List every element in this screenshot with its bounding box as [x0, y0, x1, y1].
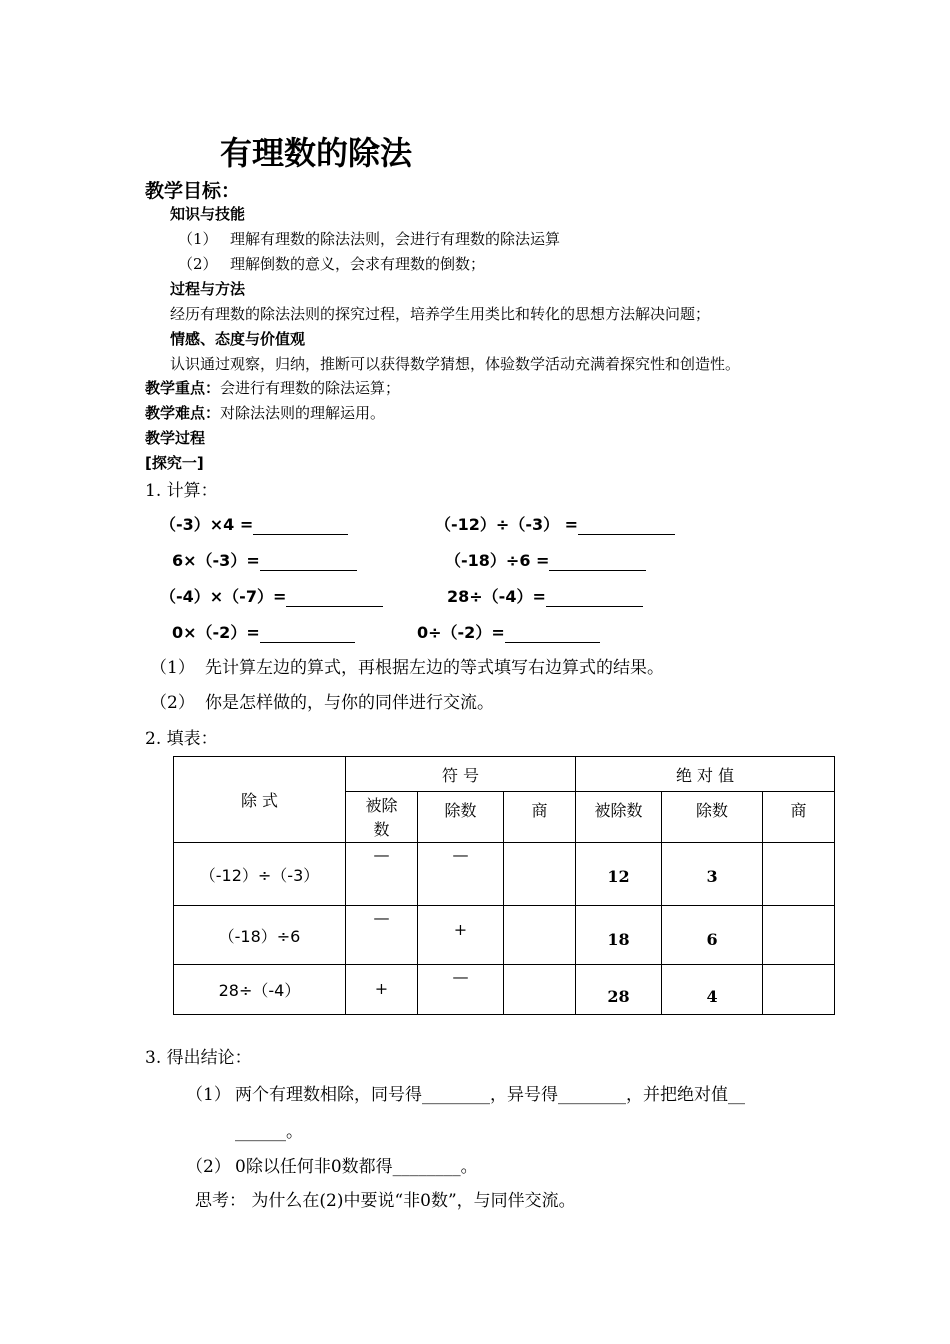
key-point — [145, 377, 400, 398]
header-sign-dividend: 被除 数 — [346, 792, 418, 843]
table-row — [174, 843, 835, 906]
row-abs-dividend[interactable]: 12 — [576, 843, 662, 906]
row-sign-quotient[interactable] — [504, 843, 576, 906]
header-sign-divisor: 除数 — [418, 792, 504, 843]
key-point-text: 会进行有理数的除法运算； — [220, 379, 401, 397]
table-row — [174, 906, 835, 965]
page-title: 有理数的除法 — [220, 134, 413, 172]
process-method-heading: 过程与方法 — [170, 280, 246, 298]
row-abs-quotient[interactable] — [763, 843, 835, 906]
process-method-text: 经历有理数的除法法则的探究过程，培养学生用类比和转化的思想方法解决问题； — [170, 305, 711, 323]
header-sign-quotient: 商 — [504, 792, 576, 843]
row-sign-quotient[interactable] — [504, 906, 576, 965]
header-abs-dividend: 被除数 — [576, 792, 662, 843]
row-abs-quotient[interactable] — [763, 906, 835, 965]
calc-right-1: （-12）÷（-3） = — [435, 512, 675, 535]
answer-blank[interactable] — [253, 516, 348, 535]
row-abs-dividend[interactable]: 18 — [576, 906, 662, 965]
knowledge-item-text: 理解倒数的意义，会求有理数的倒数； — [230, 255, 486, 273]
answer-blank[interactable] — [505, 624, 600, 643]
knowledge-item-num: （1） — [178, 230, 218, 248]
row-abs-divisor[interactable]: 4 — [662, 965, 763, 1015]
calc-left-2: 6×（-3）= — [172, 548, 357, 571]
header-abs: 绝 对 值 — [576, 757, 835, 792]
calc-left-1: （-3）×4 = — [160, 512, 348, 535]
fill-table — [173, 756, 835, 1015]
row-sign-divisor[interactable]: + — [418, 906, 504, 965]
row-abs-divisor[interactable]: 3 — [662, 843, 763, 906]
header-abs-quotient: 商 — [763, 792, 835, 843]
conclusion-1-num: （1） — [186, 1085, 231, 1105]
row-expr: （-18）÷6 — [174, 906, 346, 965]
key-point-label: 教学重点： — [145, 379, 221, 397]
knowledge-item-num: （2） — [178, 255, 218, 273]
answer-blank[interactable] — [260, 552, 357, 571]
answer-blank[interactable] — [260, 624, 355, 643]
row-sign-divisor[interactable]: — — [418, 965, 504, 1015]
calc-right-2: （-18）÷6 = — [445, 548, 646, 571]
knowledge-item-text: 理解有理数的除法法则，会进行有理数的除法运算 — [230, 230, 561, 248]
calc-right-4: 0÷（-2）= — [417, 620, 600, 643]
calc-right-3: 28÷（-4）= — [447, 584, 643, 607]
row-abs-quotient[interactable] — [763, 965, 835, 1015]
q1-label: 1. 计算： — [145, 481, 218, 501]
goals-heading: 教学目标： — [145, 180, 241, 202]
calc-left-4: 0×（-2）= — [172, 620, 355, 643]
answer-blank[interactable] — [549, 552, 646, 571]
row-sign-dividend[interactable]: + — [346, 965, 418, 1015]
difficulty — [145, 402, 385, 423]
difficulty-text: 对除法法则的理解运用。 — [220, 404, 386, 422]
emotion-heading: 情感、态度与价值观 — [170, 330, 306, 348]
row-sign-quotient[interactable] — [504, 965, 576, 1015]
row-sign-dividend[interactable]: — — [346, 906, 418, 965]
conclusion-2-text[interactable]: 0除以任何非0数都得________。 — [235, 1157, 478, 1177]
answer-blank[interactable] — [286, 588, 383, 607]
row-sign-divisor[interactable]: — — [418, 843, 504, 906]
row-expr: （-12）÷（-3） — [174, 843, 346, 906]
answer-blank[interactable] — [546, 588, 643, 607]
q1-note-num: （1） — [150, 658, 195, 678]
row-abs-divisor[interactable]: 6 — [662, 906, 763, 965]
header-division: 除 式 — [174, 757, 346, 843]
difficulty-label: 教学难点： — [145, 404, 221, 422]
knowledge-heading: 知识与技能 — [170, 205, 246, 223]
q1-note-text: 你是怎样做的，与你的同伴进行交流。 — [205, 693, 494, 713]
emotion-text: 认识通过观察，归纳，推断可以获得数学猜想，体验数学活动充满着探究性和创造性。 — [170, 355, 741, 373]
process-heading: 教学过程 — [145, 429, 206, 447]
calc-left-3: （-4）×（-7）= — [160, 584, 383, 607]
conclusion-1-line1[interactable]: 两个有理数相除，同号得________，异号得________，并把绝对值__ — [235, 1085, 745, 1105]
row-sign-dividend[interactable]: — — [346, 843, 418, 906]
conclusion-1-line2[interactable]: ______。 — [235, 1122, 303, 1142]
q1-note-text: 先计算左边的算式，再根据左边的等式填写右边算式的结果。 — [205, 658, 664, 678]
row-expr: 28÷（-4） — [174, 965, 346, 1015]
conclusion-2-num: （2） — [186, 1157, 231, 1177]
think-text: 思考： 为什么在(2)中要说“非0数”，与同伴交流。 — [195, 1191, 576, 1211]
header-sign: 符 号 — [346, 757, 576, 792]
header-abs-divisor: 除数 — [662, 792, 763, 843]
q3-label: 3. 得出结论： — [145, 1048, 252, 1068]
q1-note-num: （2） — [150, 693, 195, 713]
row-abs-dividend[interactable]: 28 — [576, 965, 662, 1015]
table-row — [174, 965, 835, 1015]
explore-heading: [探究一] — [145, 454, 204, 472]
answer-blank[interactable] — [578, 516, 675, 535]
q2-label: 2. 填表： — [145, 729, 218, 749]
